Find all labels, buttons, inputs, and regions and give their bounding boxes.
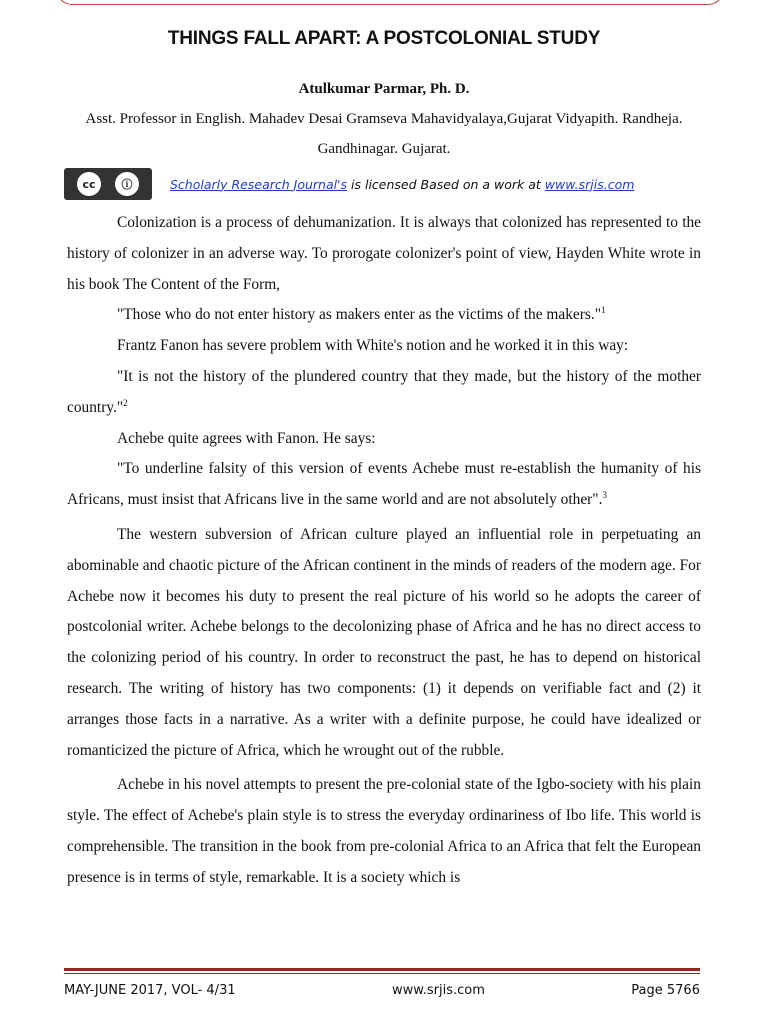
footer-site[interactable]: www.srjis.com: [392, 983, 485, 998]
attribution-icon: ⓘ: [115, 172, 139, 196]
footer-rule-thick: [64, 968, 700, 971]
license-middle-text: is licensed Based on a work at: [347, 176, 545, 192]
license-text: [170, 177, 634, 192]
quote-paragraph: [67, 362, 701, 424]
footnote-ref: 3: [602, 490, 607, 501]
paragraph: Achebe in his novel attempts to present the pre-colonial state of the Igbo-society with his plain style. The effect of Achebe's plain style is to stress the everyday ordinariness of Ibo life. This world is comprehensible. The transition in the book from pre-colonial Africa to an Africa that felt the European presence is in terms of style, remarkable. It is a society which is: [67, 776, 701, 886]
journal-link[interactable]: Scholarly Research Journal's: [170, 176, 348, 192]
quote-text: "Those who do not enter history as makers enter as the victims of the makers.": [117, 306, 601, 324]
author-name: Atulkumar Parmar, Ph. D.: [298, 81, 470, 97]
quote-text: "It is not the history of the plundered country that they made, but the history of the mother country.": [67, 367, 701, 416]
paper-title: THINGS FALL APART: A POSTCOLONIAL STUDY: [167, 28, 601, 49]
author-affiliation: Asst. Professor in English. Mahadev Desai Gramseva Mahavidyalaya,Gujarat Vidyapith. Randheja. Gandhinagar. Gujarat.: [85, 111, 683, 157]
paragraph: Achebe quite agrees with Fanon. He says:: [117, 429, 376, 447]
cc-license-badge[interactable]: [64, 168, 152, 200]
footnote-ref: 1: [601, 305, 606, 316]
footer-rule-thin: [64, 973, 700, 974]
header-frame: [56, 0, 724, 5]
license-notice: [64, 168, 704, 200]
quote-text: "To underline falsity of this version of events Achebe must re-establish the humanity of his Africans, must insist that Africans live in the same world and are not absolutely other".: [67, 460, 701, 509]
issue-info: MAY-JUNE 2017, VOL- 4/31: [64, 983, 236, 998]
article-body: [67, 208, 701, 894]
footnote-ref: 2: [123, 397, 128, 408]
site-link[interactable]: www.srjis.com: [544, 176, 635, 192]
paragraph: The western subversion of African culture played an influential role in perpetuating an abominable and chaotic picture of the African continent in the minds of readers of the modern age. For Achebe now it becomes his duty to present the real picture of his world so he adopts the career of postcolonial writer. Achebe belongs to the decolonizing phase of Africa and he has no direct access to the colonizing period of his country. In order to reconstruct the past, he has to depend on historical research. The writing of history has two components: (1) it depends on verifiable fact and (2) it arranges those facts in a narrative. As a writer with a definite purpose, he could have idealized or romanticized the picture of Africa, which he wrought out of the rubble.: [67, 525, 701, 759]
page-footer: [64, 983, 700, 998]
paragraph: Frantz Fanon has severe problem with White's notion and he worked it in this way:: [117, 337, 629, 355]
quote-paragraph: [67, 454, 701, 516]
page-number: Page 5766: [631, 983, 700, 998]
cc-icon: cc: [77, 172, 101, 196]
paragraph: Colonization is a process of dehumanization. It is always that colonized has represented to the history of colonizer in an adverse way. To prorogate colonizer's point of view, Hayden White wrote in his book The Content of the Form,: [67, 214, 701, 293]
quote-paragraph: [67, 300, 701, 331]
